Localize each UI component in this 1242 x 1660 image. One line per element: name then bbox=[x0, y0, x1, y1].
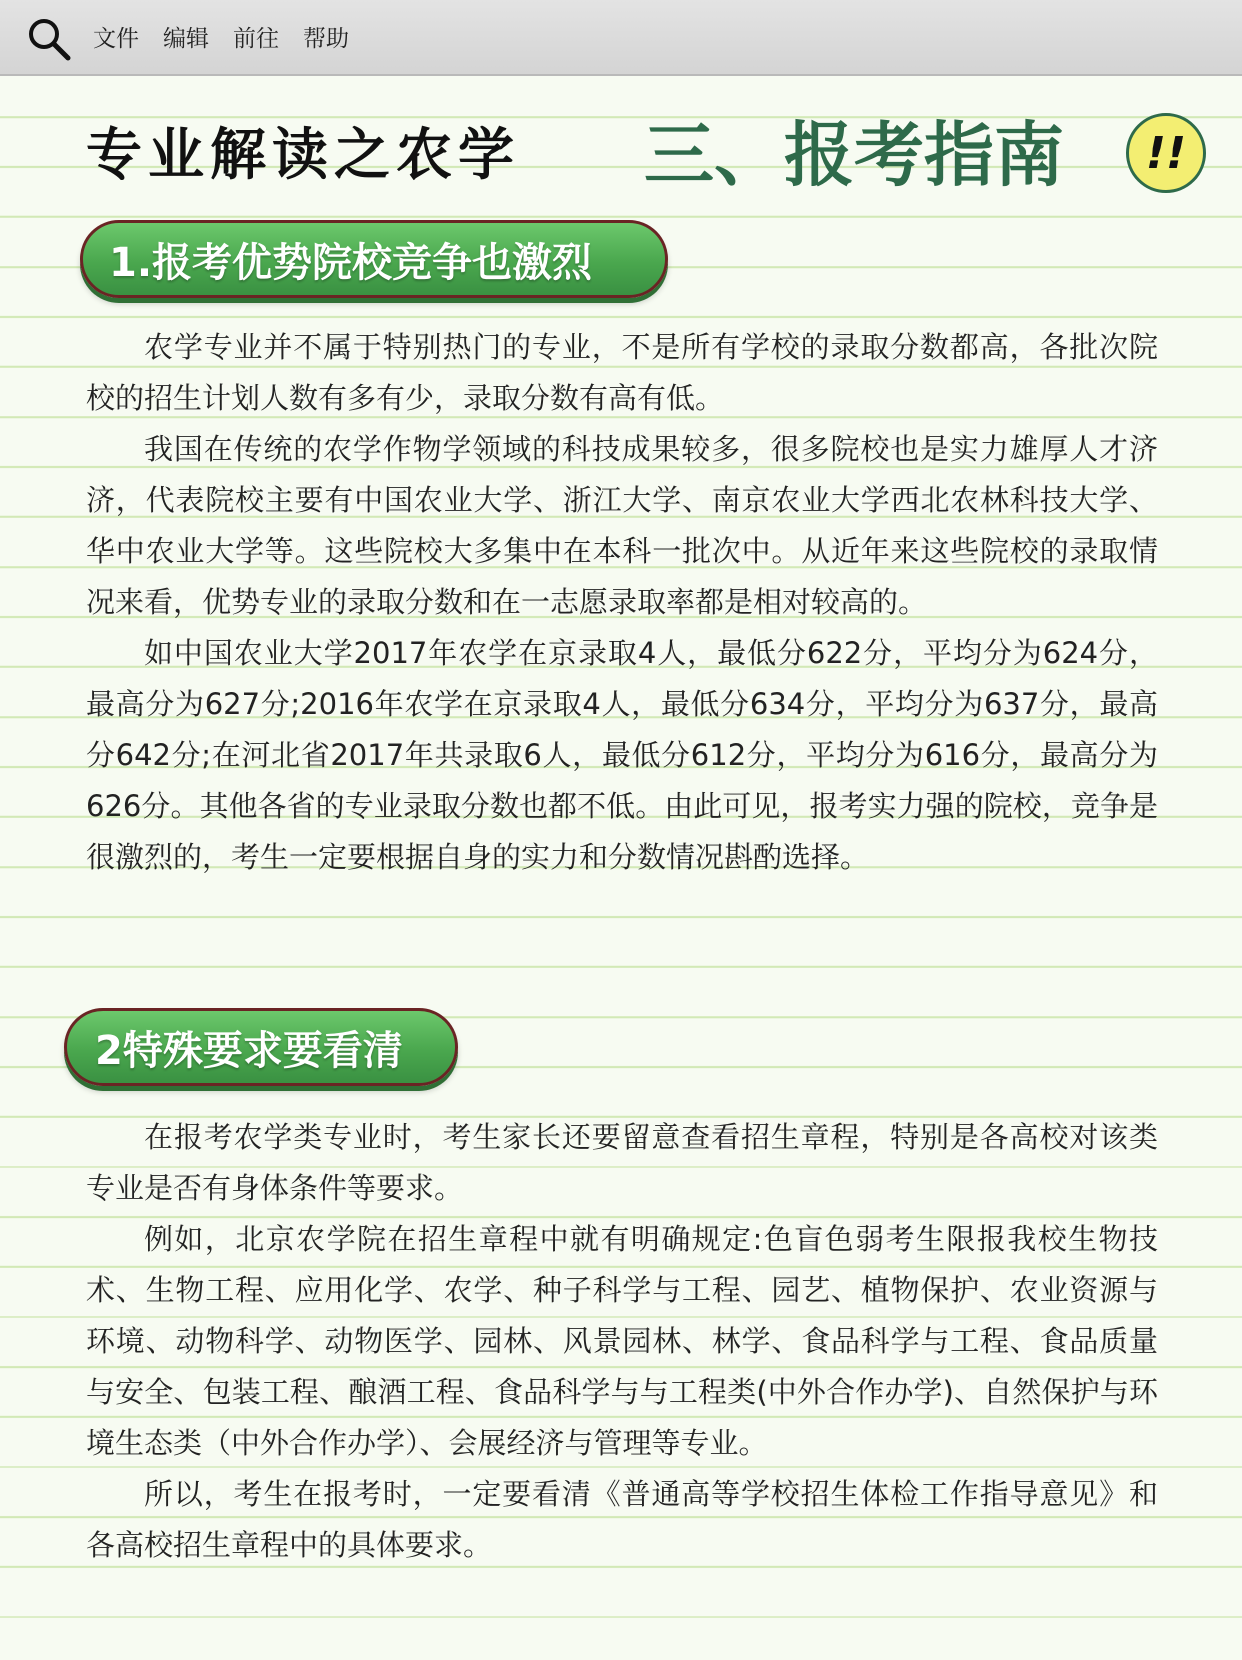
paragraph: 我国在传统的农学作物学领域的科技成果较多，很多院校也是实力雄厚人才济济，代表院校主要有中国农业大学、浙江大学、南京农业大学西北农林科技大学、华中农业大学等。这些院校大多集中在本科一批次中。从近年来这些院校的录取情况来看，优势专业的录取分数和在一志愿录取率都是相对较高的。 bbox=[86, 432, 1158, 619]
paragraph: 所以，考生在报考时，一定要看清《普通高等学校招生体检工作指导意见》和各高校招生章程中的具体要求。 bbox=[86, 1477, 1158, 1562]
menu-item-edit[interactable]: 编辑 bbox=[163, 26, 209, 52]
page-title: 专业解读之农学 bbox=[86, 122, 520, 188]
toolbar bbox=[0, 0, 1242, 76]
menu-item-go[interactable]: 前往 bbox=[233, 26, 279, 52]
paragraph: 例如，北京农学院在招生章程中就有明确规定:色盲色弱考生限报我校生物技术、生物工程、应用化学、农学、种子科学与工程、园艺、植物保护、农业资源与环境、动物科学、动物医学、园林、风景园林、林学、食品科学与工程、食品质量与安全、包装工程、酿酒工程、食品科学与与工程类(中外合作办学)、自然保护与环境生态类（中外合作办学）、会展经济与管理等专业。 bbox=[86, 1222, 1158, 1460]
alert-badge: !! bbox=[1126, 113, 1206, 193]
section-heading: 三、报考指南 bbox=[644, 114, 1064, 196]
menu-bar bbox=[93, 22, 373, 56]
search-icon[interactable] bbox=[26, 16, 72, 62]
subheading-pill-1: 1.报考优势院校竞争也激烈 bbox=[80, 220, 668, 298]
menu-item-file[interactable]: 文件 bbox=[93, 26, 139, 52]
menu-item-help[interactable]: 帮助 bbox=[303, 26, 349, 52]
section-2-body bbox=[86, 1112, 1158, 1571]
paragraph: 如中国农业大学2017年农学在京录取4人，最低分622分，平均分为624分，最高分为627分;2016年农学在京录取4人，最低分634分，平均分为637分，最高分642分;在河北省2017年共录取6人，最低分612分，平均分为616分，最高分为626分。其他各省的专业录取分数也都不低。由此可见，报考实力强的院校，竞争是很激烈的，考生一定要根据自身的实力和分数情况斟酌选择。 bbox=[86, 636, 1158, 874]
section-1-body bbox=[86, 322, 1158, 883]
subheading-pill-2: 2特殊要求要看清 bbox=[64, 1008, 458, 1086]
paragraph: 在报考农学类专业时，考生家长还要留意查看招生章程，特别是各高校对该类专业是否有身体条件等要求。 bbox=[86, 1120, 1158, 1205]
paragraph: 农学专业并不属于特别热门的专业，不是所有学校的录取分数都高，各批次院校的招生计划人数有多有少，录取分数有高有低。 bbox=[86, 330, 1158, 415]
